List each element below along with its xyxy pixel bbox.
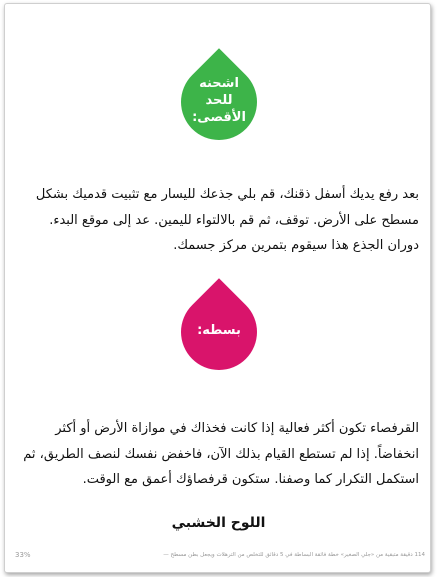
paragraph-squat: القرفصاء تكون أكثر فعالية إذا كانت فخذاك في موازاة الأرض أو أكثر انخفاضاً. إذا لم تستطع القيام بذلك الآن، فاخفض نفسك لنصف الطريق، ثم استكمل التكرار كما وصفنا. ستكون قرفصاؤك أعمق مع الوقت. xyxy=(23,421,419,487)
reading-progress-text: 114 دقيقة متبقية من «جلّي الصغير» خطة فائقة البساطة في 5 دقائق للتخلص من الترهلات ويجعل بطن مسطح — xyxy=(163,552,425,558)
ebook-page xyxy=(4,3,431,573)
badge-label-maximize: اشحنه للحد الأقصى: xyxy=(192,76,246,125)
section-heading: اللوح الخشبي xyxy=(171,515,266,531)
paragraph-twist: بعد رفع يديك أسفل ذقنك، قم بلي جذعك لليسار مع تثبيت قدميك بشكل مسطح على الأرض. توقف، ثم قم بالالتواء لليمين. عد إلى موقع البدء. دوران الجذع هذا سيقوم بتمرين مركز جسمك. xyxy=(35,187,419,253)
badge-label-simplify: بسطه: xyxy=(197,323,241,338)
progress-percent: 33% xyxy=(15,551,31,559)
